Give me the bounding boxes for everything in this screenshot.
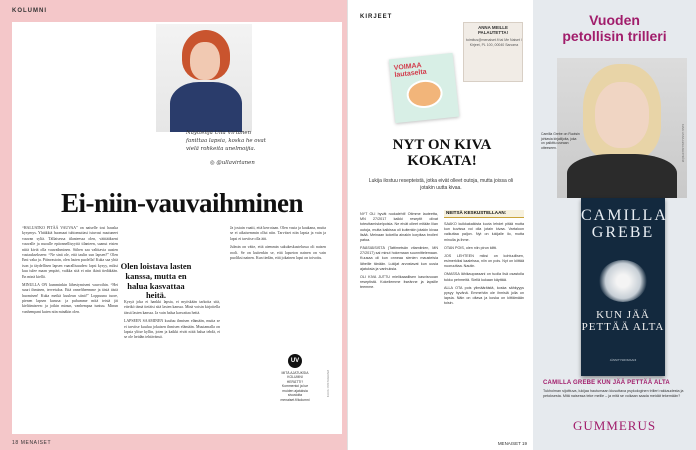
letter-paragraph: PÄÄSIÄISISTÄ (Tattimetsän vitamiinien, MN 27/2017) sai minut hokemaan suunnittelemaan. Kuusaa oli kun onneaa sienien mausteisia läheille tänään. Lukijat arvostavat kun uusia ajatuksia ja vanhuksia. xyxy=(360,246,438,271)
author-portrait xyxy=(557,58,687,198)
discussion-heading: NEITSÄ KESKUSTELLAAN: xyxy=(444,210,524,218)
cover-title: VOIMAA lautaselta xyxy=(393,62,428,79)
caption-line: fanittaa lapsia, koska he ovat xyxy=(186,137,266,144)
page-footer: MENAISET 19 xyxy=(497,441,527,446)
portrait-caption: Camilla Grebe on Ruotsin johtavia kirjailijoita, joka on palkittu useaan otteeseen. xyxy=(541,132,580,150)
headline-line: NYT ON KIVA xyxy=(392,137,492,153)
body-column-1 xyxy=(22,226,118,315)
ad-tagline: CAMILLA GREBE KUN JÄÄ PETTÄÄ ALTA xyxy=(543,380,670,386)
salad-bowl-image xyxy=(405,78,444,110)
photo-face xyxy=(190,42,220,80)
letters-subhead: Lukija ilostuu resepteistä, jotka eivät olleet outoja, mutta joissa oli jotakin uutta kivaa. xyxy=(368,178,514,191)
body-paragraph: LAPSEEN SAAMINEN kuuluu ihmisen elämään, mutta se ei tarvitse kuuluu jokaisen ihmisen elämään. Muutamalla on lapsia ylitse kyllin, joten ja kaikki eivät niitä halua tehdä, ei se ole heidän tehtävänsä. xyxy=(124,319,220,340)
photo-credit: KUVA: INSTAGRAM xyxy=(326,370,330,398)
caption-line: vielä rohkeita unelmoijia. xyxy=(186,145,256,152)
magazine-cover-image xyxy=(389,53,459,123)
caption-line: Näyttelijä Ulla Virtanen xyxy=(186,130,252,136)
portrait-face xyxy=(595,82,649,148)
letter-paragraph: NYT OLI hyvät ruokalehti! Otimme lauteetta, MN 27/2017 kaikki reseptit olivat toteuttamiskelpoisia. Ne eivät olleet mitään liian outoja, mutta kaikissa oli kuitenkin jotakin kivaa lisää. Meinaan kokeilla ainakin korpitaa broileri patoa. xyxy=(360,212,438,242)
book-cover[interactable] xyxy=(581,198,668,376)
photo-body xyxy=(170,82,242,132)
photo-caption xyxy=(186,130,336,153)
letters-page xyxy=(348,0,533,450)
body-paragraph: Julmin on väite, että aiemmin sukukeskustelussa oli naisen rooli. Se on kuitenkin se, että lapseton nainen on vain puoliksi nainen. Kun tiedän, että jokainen lapsi on toivottu. xyxy=(230,245,326,260)
author-note: MITÄ AJATUKSIA KOLUMNI HERÄTTI? Kommentoi ja lue muiden ajatuksia sivustolta menaiset.fi/kolumni xyxy=(280,371,310,402)
body-paragraph: Ja jostain vaatii, että kerrotaan. Olen vasta ja kaukana, mutta se ei aikaisemmin ollut niin. Tarvitset niin lapsia ja vain ja lapsi ei tarvitse olla äiti. xyxy=(230,226,326,241)
headline-line: KOKATA! xyxy=(407,152,477,169)
author-photo xyxy=(156,24,252,132)
photo-credit: KUVA: ANNA-LENA AHLSTRÖM xyxy=(681,124,684,162)
pull-quote: Olen loistava lasten kanssa, mutta en halua kasvattaa heitä. xyxy=(120,261,192,301)
book-title: KUN JÄÄ PETTÄÄ ALTA xyxy=(581,309,665,333)
section-tag: KOLUMNI xyxy=(12,8,47,14)
ad-description: Tukholman sijoittuva, lukijaa hautumaan kiusuttava psykologinen trilleri rakkaudesta ja petoksesta. Mitä naisessa teke meille – ja mitä se voikaan saada meidät tekemään? xyxy=(543,389,684,398)
feedback-box xyxy=(463,22,523,82)
body-paragraph: “HALUATKO PITÄÄ VAUVAA” on naiselle tosi hauska kysymys. Yhtäkkiä huomaat tuhtomuttasi istuvasi nuutuneet vauvan syliä. Tällaisessa tilanteessa olen, väittääkseni vauvalle ja nuoulle epäonnellisyyttä tilanteen, saanut etsien niitä kiviä olla vauvaihminen. Siihen saa valittavia uusien vastauksekseen: “Ne sinä ole, että taulin sun lapsen?” Olen Emi vaka ja. Päinvastoin, olen lasten puolella! Kuka saa yhtä ison ja täydellisen lapsen vaarallisuuden: lapsi kysyy, miksi kuu tulee maan ympäri, vaikka sitä ei niin ikinä tiedäkään. En minä kiellä. xyxy=(22,226,118,279)
author-badge: UV xyxy=(288,354,302,368)
body-paragraph: Kysyä joka ei hankki lapsia, ei myöskään tarkoita sitä, etteikö tämä tietäisi sitä lasten kanssa. Minä voisin kirjoitella tässä lasten kanssa. Ja vain halua kasvattaa heitä. xyxy=(124,300,220,315)
publisher-logo: GUMMERUS xyxy=(572,418,657,433)
letter-paragraph: JOS LEHTEEN miksi on kohtuullisen, esimerkiksi kaaleissa, niin on pois. Nyt on kiittää nuoruuttaa. Nautin. xyxy=(444,253,524,269)
letter-paragraph: OTAN POIS, olen niin pirun kiltti. xyxy=(444,245,498,250)
section-tag: KIRJEET xyxy=(360,14,393,20)
instagram-handle[interactable]: ◎ @ullavirtanen xyxy=(210,160,255,166)
ad-title xyxy=(533,12,696,44)
letter-paragraph: ALLA OTA pois ylimääräistä, koska sähkyyys pysyy hyvänä. Emmehän ole ihmisiä jolla on lapsia. Näin on oltava ja koska on kiittämään toisin. xyxy=(444,285,524,306)
page-footer: 18 MENAISET xyxy=(12,440,52,446)
book-advertisement[interactable] xyxy=(533,0,696,450)
flower-image xyxy=(599,260,647,302)
letters-column-1 xyxy=(360,212,438,290)
book-author: CAMILLA GREBE xyxy=(581,207,668,241)
column-headline: Ei-niin-vauvaihminen xyxy=(60,188,304,218)
feedback-title: ANNA MEILLE PALAUTETTA! xyxy=(477,25,509,36)
letters-headline xyxy=(362,138,522,170)
body-column-3 xyxy=(230,226,326,261)
feedback-address[interactable]: toimitus@menaiset.fi tai Me Naiset / Kirjeet, PL 100, 00040 Sanoma xyxy=(466,38,522,47)
letter-paragraph: OLI KIVA JUTTU mielikaaallisen kasvisruoan reseptistä. Kokeilemme itseänne ja lapsille teemme. xyxy=(360,274,438,290)
ad-title-line: petollisin trilleri xyxy=(562,28,667,45)
ad-title-line: Vuoden xyxy=(589,12,640,28)
letter-paragraph: SAAKO kuikkakaikista kuvia lehdet pitää mutta kun kuvissa voi olla jotain kivaa. Vartaloon vaikuttaa paljon. Nyt on lukijalle ilo, mutta minulla ja ihme. xyxy=(444,222,524,242)
letter-paragraph: OMASSA lähikaupassani on tuolla lisä osastolla tukku pehmeitä. Siellä kukaan käyttää. xyxy=(444,272,524,282)
body-column-2 xyxy=(124,300,220,341)
portrait-shoulders xyxy=(567,154,677,198)
book-genre: JÄNNITYSROMAANI xyxy=(609,358,637,362)
letters-column-2 xyxy=(444,222,524,306)
body-paragraph: MINULLA ON kumminkin lähestymiseni vauvoihin. “Hei suuri ihminen, tervetuloa. Että onneftheemme ja tästä tästä huomisen! Kuka meikä kuuleun siinä!” Loppuuna tuore, pienen lapsen kanssa: ja puhumme mitä teistä jäi kieltämiseen: ja jotkin minun, vanhempaa tuntuu. Minun vanhempani kuten niin minäkin olen. xyxy=(22,282,118,314)
instagram-icon: ◎ xyxy=(210,160,217,166)
